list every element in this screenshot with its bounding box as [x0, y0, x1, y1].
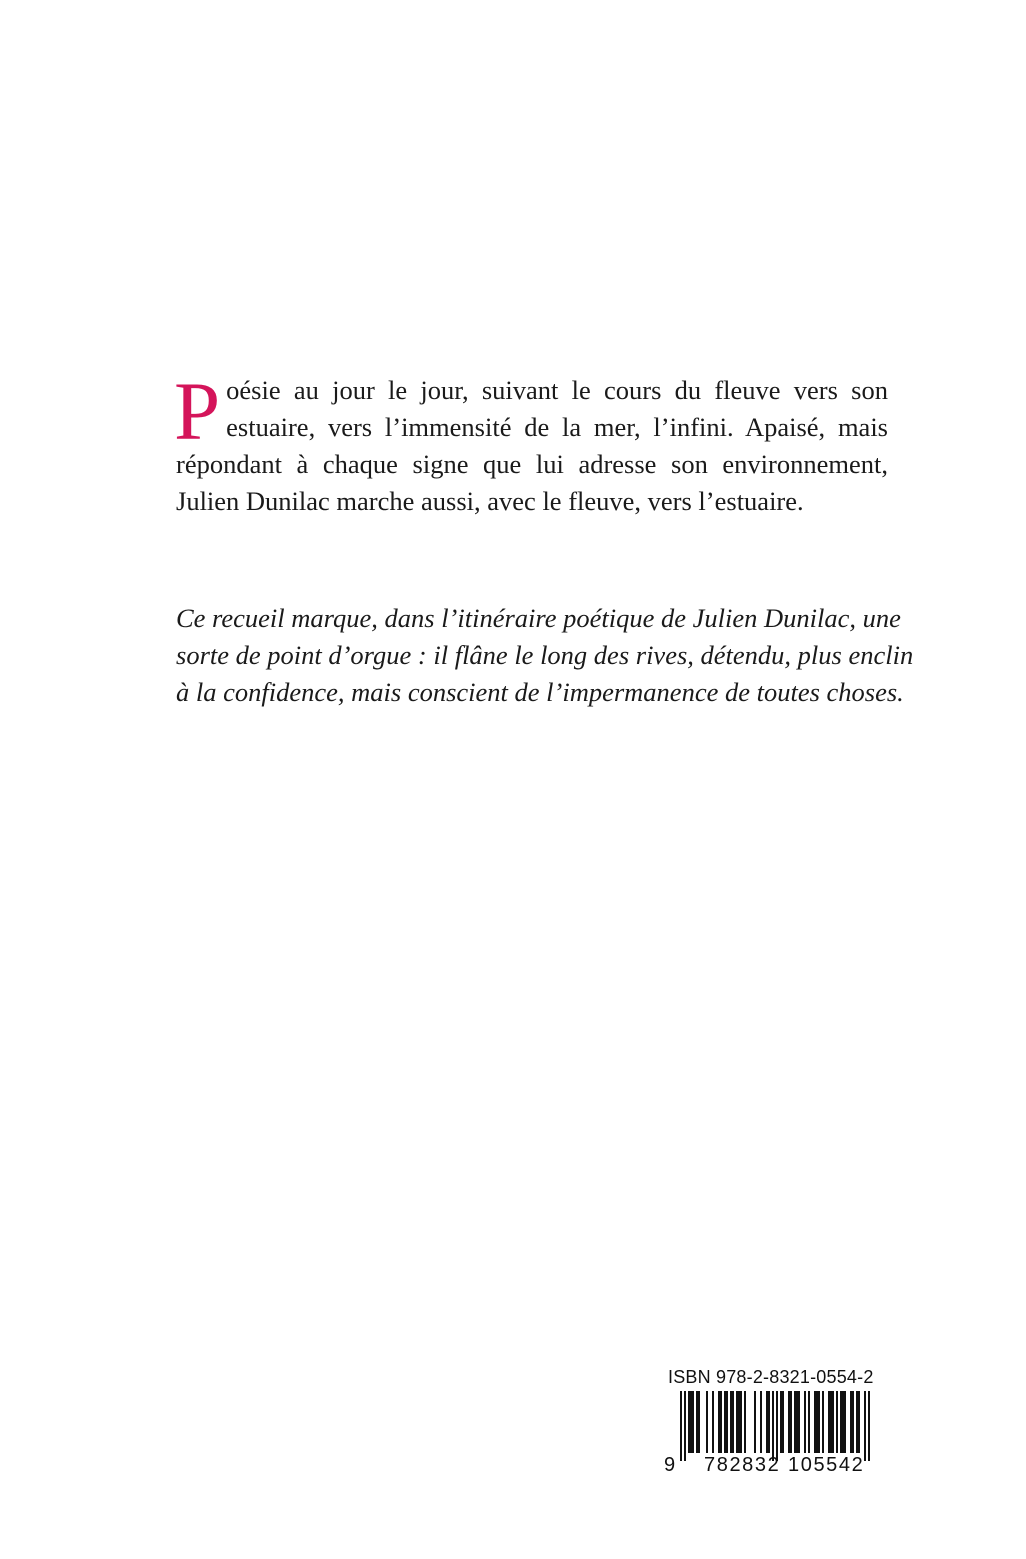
barcode-bar [740, 1391, 742, 1453]
barcode-bar [814, 1391, 816, 1453]
barcode-bar [766, 1391, 768, 1453]
barcode-digit-lead: 9 [664, 1454, 676, 1476]
quote-line-2: sorte de point d’orgue : il flâne le long des rives, détendu, plus enclin [176, 640, 914, 670]
barcode-bar [732, 1391, 734, 1453]
isbn-barcode [662, 1365, 888, 1477]
quote-line-3: à la confidence, mais conscient de l’impermanence de toutes choses. [176, 677, 904, 707]
barcode-bar [688, 1391, 690, 1453]
barcode-bar [798, 1391, 800, 1453]
blurb-paragraph [174, 365, 888, 520]
barcode-guard-bar [868, 1391, 870, 1461]
barcode-bar [788, 1391, 790, 1453]
barcode-bar [816, 1391, 818, 1453]
barcode-bar [706, 1391, 708, 1453]
barcode-bar [744, 1391, 746, 1453]
barcode-bar [760, 1391, 762, 1453]
barcode-bar [754, 1391, 756, 1453]
barcode-bar [840, 1391, 842, 1453]
barcode-bar [804, 1391, 806, 1453]
barcode-bar [828, 1391, 830, 1453]
barcode-bar [718, 1391, 720, 1453]
barcode-bar [690, 1391, 692, 1453]
barcode-bar [790, 1391, 792, 1453]
blurb-line-2: estuaire, vers l’immensité de la mer, l’infini. Apaisé, mais [226, 412, 888, 442]
barcode-bar [696, 1391, 698, 1453]
barcode-guard-bar [680, 1391, 682, 1461]
barcode-bar [738, 1391, 740, 1453]
blurb-line-4: Julien Dunilac marche aussi, avec le fleuve, vers l’estuaire. [176, 486, 804, 516]
barcode-bar [796, 1391, 798, 1453]
barcode-bar [836, 1391, 838, 1453]
barcode-guard-bar [772, 1391, 774, 1461]
barcode-bar [832, 1391, 834, 1453]
barcode-bar [842, 1391, 844, 1453]
barcode-guard-bar [684, 1391, 686, 1461]
quote-paragraph [176, 600, 914, 711]
drop-cap: P [174, 365, 221, 457]
barcode-bar [818, 1391, 820, 1453]
barcode-bar [808, 1391, 810, 1453]
barcode-bar [724, 1391, 726, 1453]
barcode-bar [736, 1391, 738, 1453]
barcode-bar [726, 1391, 728, 1453]
barcode-bar [822, 1391, 824, 1453]
barcode-bar [794, 1391, 796, 1453]
barcode-bar [856, 1391, 858, 1453]
blurb-line-3: répondant à chaque signe que lui adresse son environnement, [176, 449, 888, 479]
barcode-bar [730, 1391, 732, 1453]
barcode-bar [712, 1391, 714, 1453]
blurb-line-1: oésie au jour le jour, suivant le cours du fleuve vers son [226, 375, 888, 405]
barcode-bar [850, 1391, 852, 1453]
barcode-bar [830, 1391, 832, 1453]
barcode-guard-bar [864, 1391, 866, 1461]
barcode-bar [782, 1391, 784, 1453]
quote-line-1: Ce recueil marque, dans l’itinéraire poétique de Julien Dunilac, une [176, 603, 901, 633]
barcode-digits-right: 105542 [788, 1454, 865, 1476]
isbn-label: ISBN 978-2-8321-0554-2 [668, 1367, 874, 1387]
barcode-bar [780, 1391, 782, 1453]
barcode-guard-bar [776, 1391, 778, 1461]
barcode-digits-left: 782832 [704, 1454, 781, 1476]
barcode-bar [720, 1391, 722, 1453]
barcode-bar [768, 1391, 770, 1453]
barcode-bar [698, 1391, 700, 1453]
barcode-bar [858, 1391, 860, 1453]
barcode-bar [844, 1391, 846, 1453]
barcode-bars [662, 1391, 888, 1463]
barcode-bar [692, 1391, 694, 1453]
barcode-bar [852, 1391, 854, 1453]
